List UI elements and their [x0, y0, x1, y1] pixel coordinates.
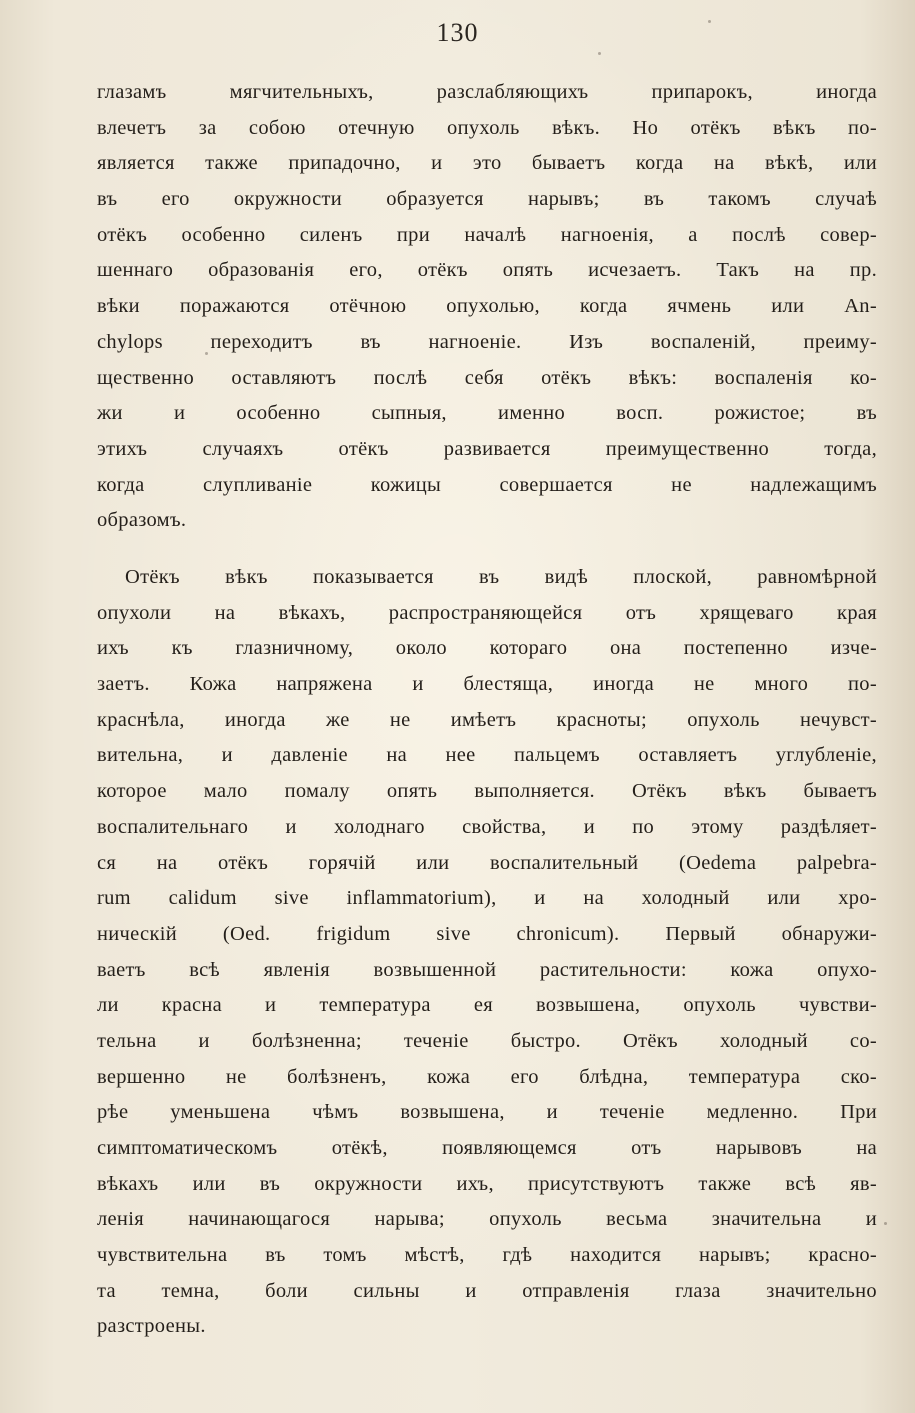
text-line: ваетъ всѣ явленія возвышенной растительности: кожа опухо- [97, 958, 877, 981]
text-line: глазамъ мягчительныхъ, разслабляющихъ припарокъ, иногда [97, 81, 877, 103]
text-line: chylops переходитъ въ нагноеніе. Изъ воспаленій, преиму- [97, 330, 877, 353]
text-line: ленія начинающагося нарыва; опухоль весьма значительна и [97, 1208, 877, 1231]
paragraph-1 [97, 75, 877, 539]
text-line: разстроены. [97, 1315, 206, 1338]
text-line: симптоматическомъ отёкѣ, появляющемся отъ нарывовъ на [97, 1137, 877, 1159]
text-line: отёкъ особенно силенъ при началѣ нагноенія, а послѣ совер- [97, 223, 877, 246]
text-line: является также припадочно, и это бываетъ когда на вѣкѣ, или [97, 152, 877, 175]
text-line: ся на отёкъ горячій или воспалительный (Oedema palpebra- [97, 851, 877, 874]
text-line: воспалительнаго и холоднаго свойства, и по этому раздѣляет- [97, 815, 877, 838]
text-line: вѣки поражаются отёчною опухолью, когда ячмень или An- [97, 295, 877, 318]
text-line: краснѣла, иногда же не имѣетъ красноты; опухоль нечувст- [97, 708, 877, 731]
text-line: вѣкахъ или въ окружности ихъ, присутствуютъ также всѣ яв- [97, 1172, 877, 1195]
text-line: рѣе уменьшена чѣмъ возвышена, и теченіе медленно. При [97, 1101, 877, 1124]
text-line: тельна и болѣзненна; теченіе быстро. Отёкъ холодный со- [97, 1029, 877, 1052]
text-line: чувствительна въ томъ мѣстѣ, гдѣ находится нарывъ; красно- [97, 1244, 877, 1267]
text-line: этихъ случаяхъ отёкъ развивается преимущественно тогда, [97, 437, 877, 460]
text-line: шеннаго образованія его, отёкъ опять исчезаетъ. Такъ на пр. [97, 259, 877, 282]
paragraph-2 [97, 560, 877, 1345]
text-line: опухоли на вѣкахъ, распространяющейся отъ хрящеваго края [97, 601, 877, 624]
text-line: Отёкъ вѣкъ показывается въ видѣ плоской, равномѣрной [125, 566, 877, 588]
text-line: ли красна и температура ея возвышена, опухоль чувстви- [97, 994, 877, 1017]
text-line: влечетъ за собою отечную опухоль вѣкъ. Но отёкъ вѣкъ по- [97, 116, 877, 139]
text-line: вительна, и давленіе на нее пальцемъ оставляетъ углубленіе, [97, 744, 877, 767]
text-line: щественно оставляютъ послѣ себя отёкъ вѣкъ: воспаленія ко- [97, 366, 877, 389]
text-line: вершенно не болѣзненъ, кожа его блѣдна, температура ско- [97, 1065, 877, 1088]
print-speck [598, 52, 601, 55]
print-speck [708, 20, 711, 23]
page-number: 130 [436, 18, 479, 47]
print-speck [205, 352, 208, 355]
text-line: заетъ. Кожа напряжена и блестяща, иногда не много по- [97, 673, 877, 696]
text-line: образомъ. [97, 509, 187, 532]
text-line: ническій (Oed. frigidum sive chronicum). Первый обнаружи- [97, 922, 877, 945]
text-line: ихъ къ глазничному, около котораго она постепенно изче- [97, 637, 877, 660]
text-line: та темна, боли сильны и отправленія глаза значительно [97, 1279, 877, 1302]
print-speck [884, 1222, 887, 1225]
text-line: въ его окружности образуется нарывъ; въ такомъ случаѣ [97, 188, 877, 211]
text-line: когда слупливаніе кожицы совершается не надлежащимъ [97, 473, 877, 496]
text-line: rum calidum sive inflammatorium), и на холодный или хро- [97, 887, 877, 910]
text-line: которое мало помалу опять выполняется. Отёкъ вѣкъ бываетъ [97, 780, 877, 803]
text-line: жи и особенно сыпныя, именно восп. рожистое; въ [97, 402, 877, 425]
